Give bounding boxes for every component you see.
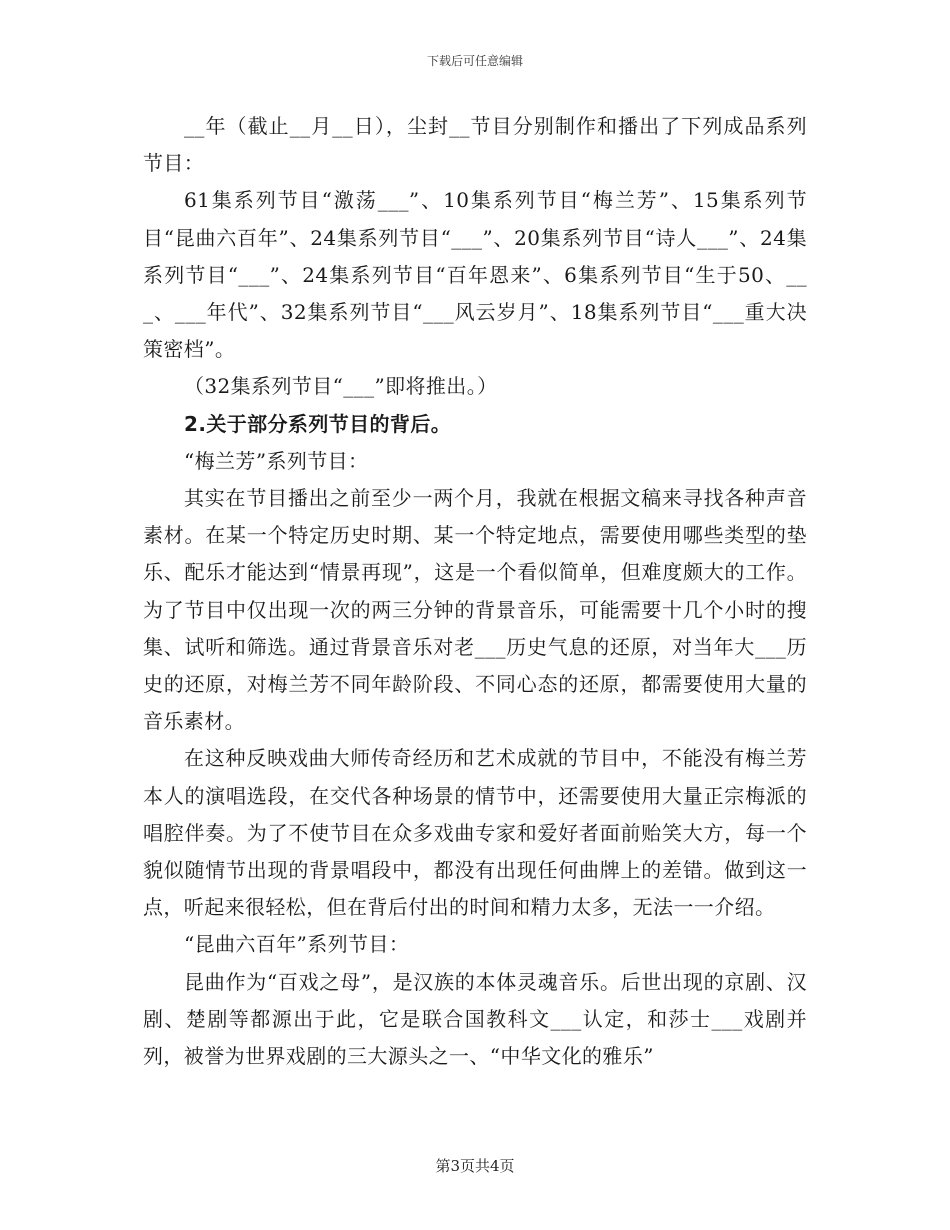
page-footer: 第3页共4页 <box>435 1157 515 1175</box>
page-header: 下载后可任意编辑 <box>426 54 523 68</box>
subheading-kunqu: “昆曲六百年”系列节目： <box>184 932 410 957</box>
section-heading: 2.关于部分系列节目的背后。 <box>184 411 452 436</box>
subheading-meilanfang: “梅兰芳”系列节目： <box>184 448 369 473</box>
paragraph-upcoming: （32集系列节目“___”即将推出。） <box>184 374 498 399</box>
paragraph-kunqu: 昆曲作为“百戏之母”，是汉族的本体灵魂音乐。后世出现的京剧、汉剧、楚剧等都源出于此，它是联合国教科文___认定，和莎士___戏剧并列，被誉为世界戏剧的三大源头之一、“中华文化的雅乐” <box>143 969 807 1069</box>
paragraph-series-list: 61集系列节目“激荡___”、10集系列节目“梅兰芳”、15集系列节目“昆曲六百年”、24集系列节目“___”、20集系列节目“诗人___”、24集系列节目“___”、24集系列节目“百年恩来”、6集系列节目“生于50、___、___年代”、32集系列节目“___风云岁月”、18集系列节目“___重大决策密档”。 <box>143 188 807 362</box>
paragraph-intro: __年（截止__月__日），尘封__节目分别制作和播出了下列成品系列节目： <box>143 114 807 176</box>
document-body <box>143 108 807 1075</box>
paragraph-meilanfang-2: 在这种反映戏曲大师传奇经历和艺术成就的节目中，不能没有梅兰芳本人的演唱选段，在交代各种场景的情节中，还需要使用大量正宗梅派的唱腔伴奏。为了不使节目在众多戏曲专家和爱好者面前贻笑大方，每一个貌似随情节出现的背景唱段中，都没有出现任何曲牌上的差错。做到这一点，听起来很轻松，但在背后付出的时间和精力太多，无法一一介绍。 <box>143 746 807 920</box>
paragraph-meilanfang-1: 其实在节目播出之前至少一两个月，我就在根据文稿来寻找各种声音素材。在某一个特定历史时期、某一个特定地点，需要使用哪些类型的垫乐、配乐才能达到“情景再现”，这是一个看似简单，但难度颇大的工作。为了节目中仅出现一次的两三分钟的背景音乐，可能需要十几个小时的搜集、试听和筛选。通过背景音乐对老___历史气息的还原，对当年大___历史的还原，对梅兰芳不同年龄阶段、不同心态的还原，都需要使用大量的音乐素材。 <box>143 486 807 734</box>
